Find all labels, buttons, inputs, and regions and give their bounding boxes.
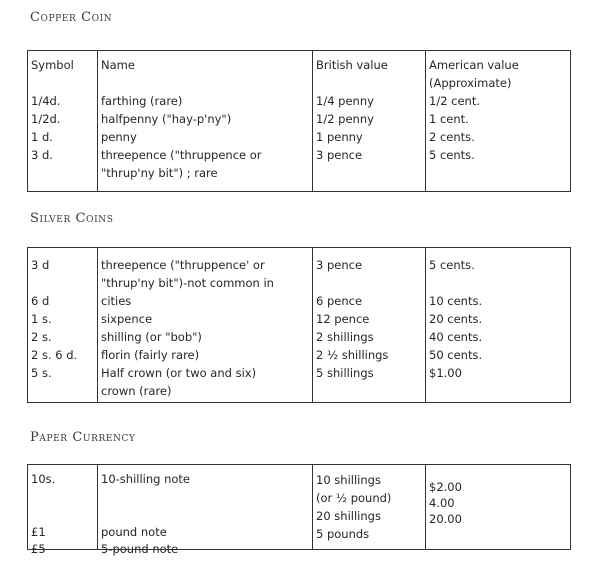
copper-symbols: 1/4d. 1/2d. 1 d. 3 d. [31, 94, 61, 162]
column-divider [425, 51, 426, 191]
paper-currency-heading: Paper Currency [30, 430, 136, 445]
header-name: Name [101, 58, 135, 72]
paper-american-values: $2.00 4.00 20.00 [429, 480, 462, 526]
column-divider [312, 248, 313, 402]
copper-coin-heading: Copper Coin [30, 10, 113, 25]
silver-british-values: 3 pence 6 pence 12 pence 2 shillings 2 ½ shillings 5 shillings [316, 258, 389, 380]
paper-british-values: 10 shillings (or ½ pound) 20 shillings 5 pounds [316, 473, 392, 541]
column-divider [312, 51, 313, 191]
column-divider [97, 51, 98, 191]
column-divider [425, 465, 426, 549]
silver-coins-table [27, 247, 571, 403]
copper-names: farthing (rare) halfpenny ("hay-p'ny") penny threepence ("thruppence or "thrup'ny bit") ; rare [101, 94, 262, 180]
header-british-value: British value [316, 58, 388, 72]
paper-symbols: 10s. £1 £5 [31, 472, 56, 556]
column-divider [97, 248, 98, 402]
silver-symbols: 3 d 6 d 1 s. 2 s. 2 s. 6 d. 5 s. [31, 258, 78, 380]
copper-british-values: 1/4 penny 1/2 penny 1 penny 3 pence [316, 94, 374, 162]
column-divider [425, 248, 426, 402]
column-divider [312, 465, 313, 549]
header-symbol: Symbol [31, 58, 74, 72]
silver-american-values: 5 cents. 10 cents. 20 cents. 40 cents. 50 cents. $1.00 [429, 258, 483, 380]
paper-currency-table [27, 464, 571, 556]
silver-coins-heading: Silver Coins [30, 211, 114, 226]
copper-american-values: 1/2 cent. 1 cent. 2 cents. 5 cents. [429, 94, 481, 162]
copper-coin-table [27, 50, 571, 192]
paper-names: 10-shilling note pound note 5-pound note [101, 472, 190, 556]
silver-names: threepence ("thruppence' or "thrup'ny bit")-not common in cities sixpence shilling (or "bob") florin (fairly rare) Half crown (or two and six) crown (rare) [101, 258, 274, 398]
column-divider [97, 465, 98, 549]
header-american-value: American value (Approximate) [429, 58, 519, 90]
